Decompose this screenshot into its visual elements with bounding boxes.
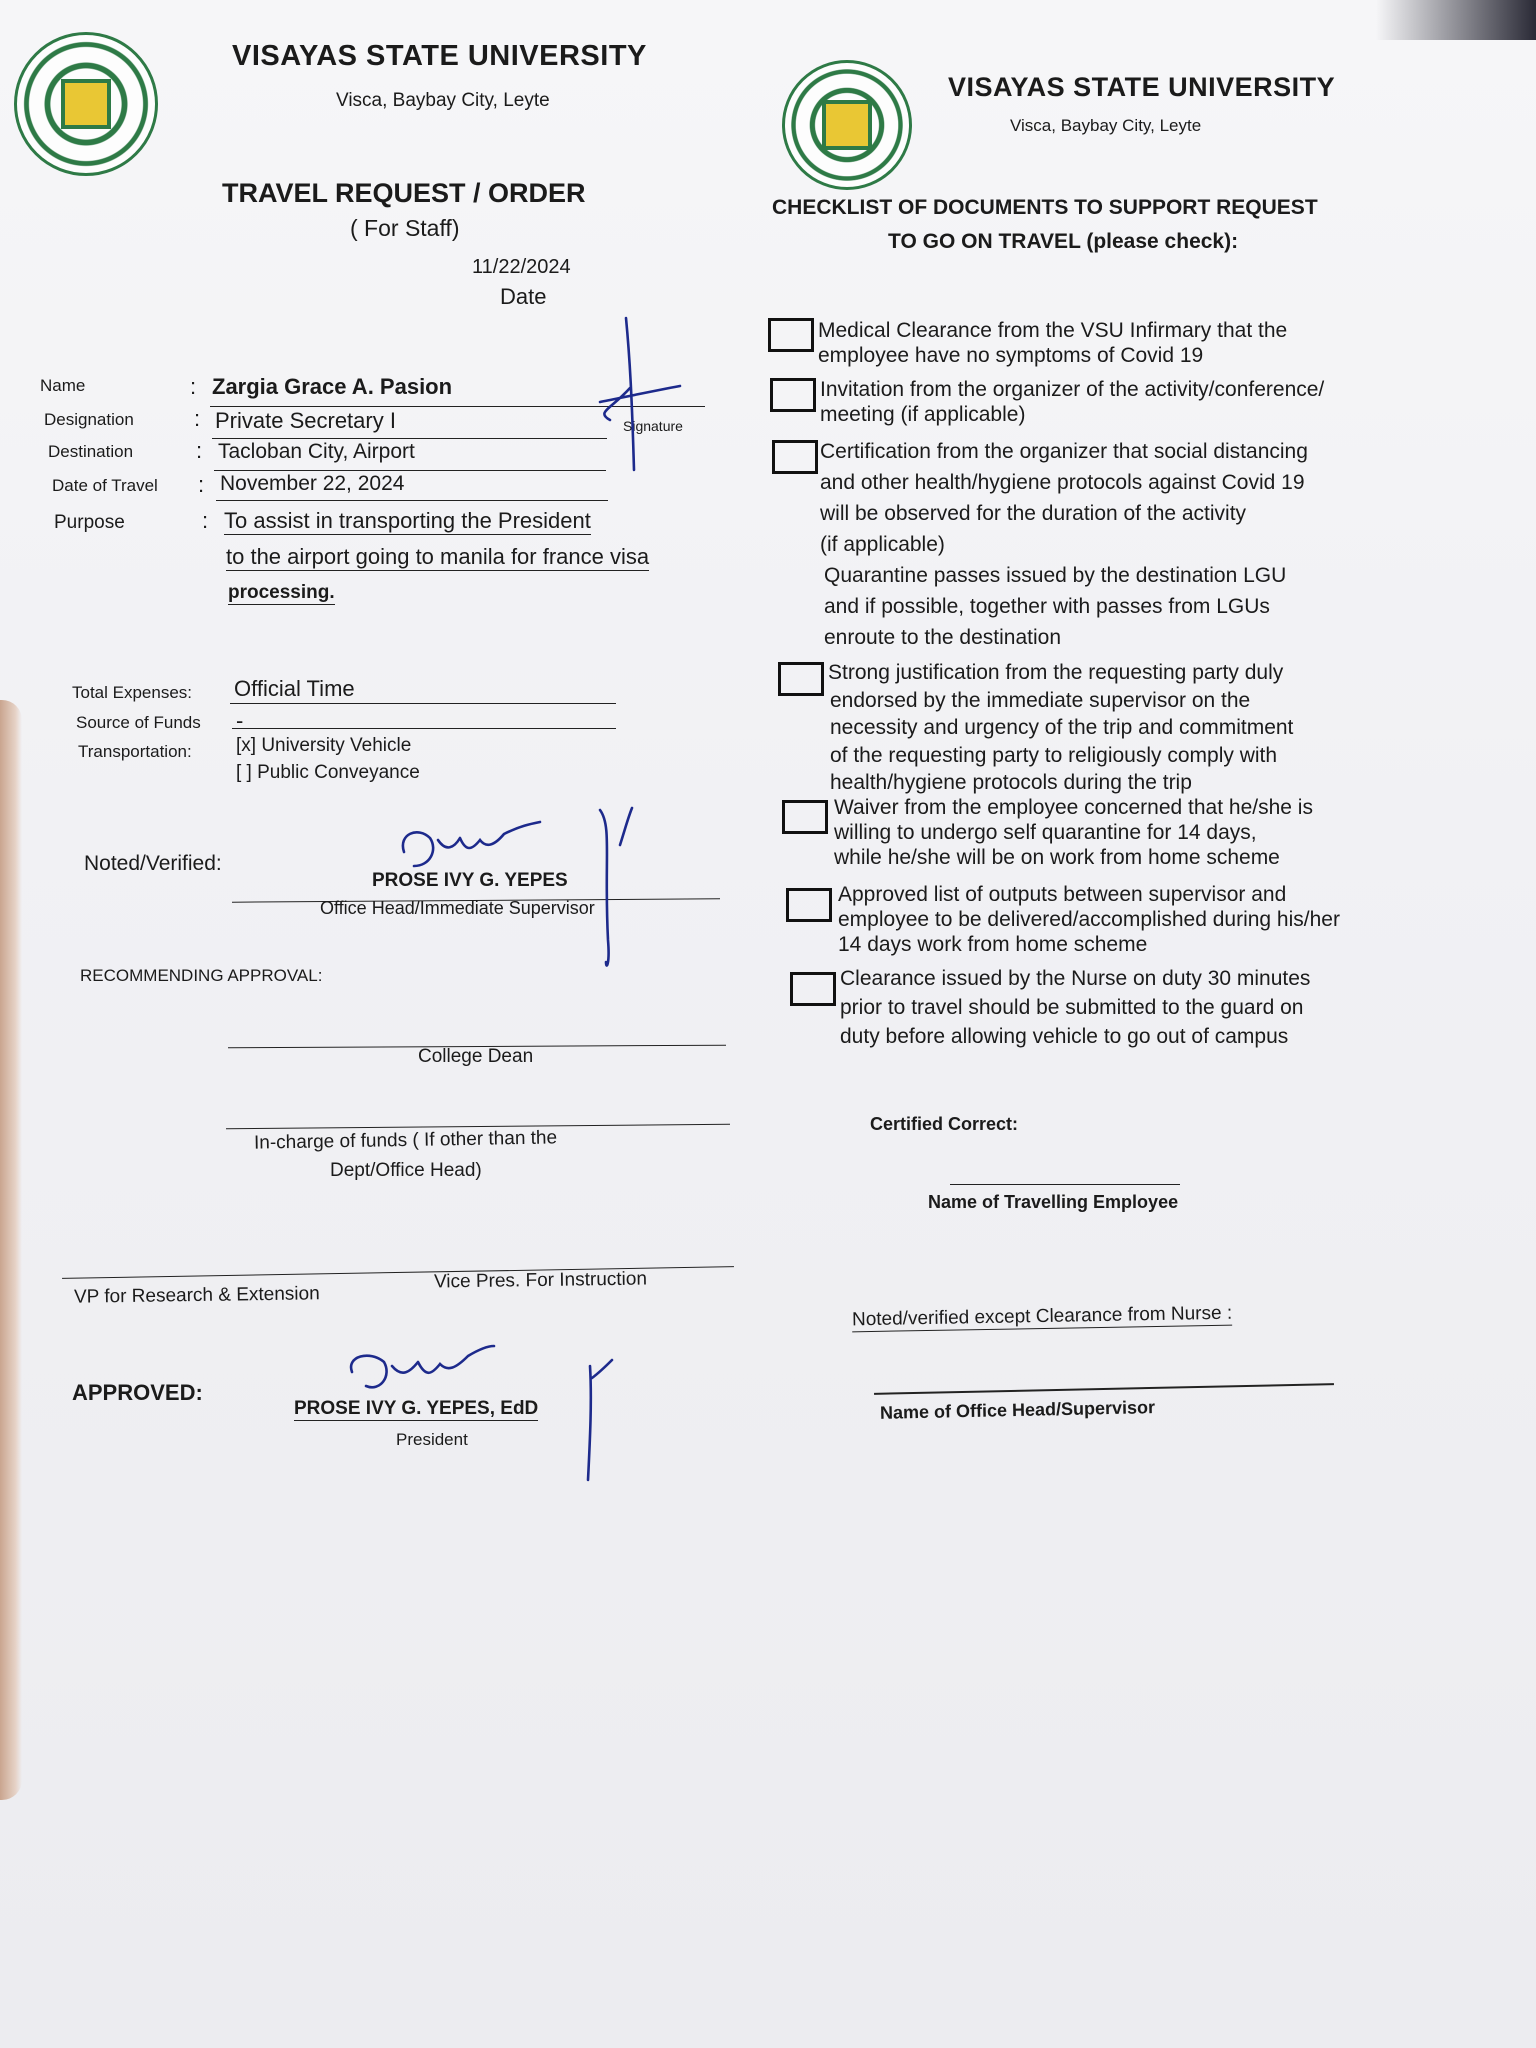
checklist-item-5-line-2: willing to undergo self quarantine for 14 days, [834,821,1257,844]
seal-emblem-icon [822,100,872,150]
noted-signatory-name: PROSE IVY G. YEPES [372,870,568,891]
employee-signature [600,318,680,470]
certified-correct-label: Certified Correct: [870,1114,1019,1134]
destination-label: Destination [48,442,134,461]
checklist-item-2-line-2: meeting (if applicable) [820,403,1026,426]
checklist-item-3-line-1: Certification from the organizer that social distancing [820,440,1308,463]
checkbox-certification[interactable] [772,440,818,474]
recommending-approval-label: RECOMMENDING APPROVAL: [80,966,323,985]
total-expenses-value: Official Time [234,676,355,701]
checklist-item-3 [820,436,1308,653]
checklist-item-3-line-5: Quarantine passes issued by the destination LGU [824,564,1287,587]
designation-underline [212,438,607,439]
checklist-item-6-line-2: employee to be delivered/accomplished during his/her [838,908,1340,931]
office-head-signature-line [874,1383,1334,1395]
designation-label: Designation [44,410,134,429]
transport-public-conveyance: [ ] Public Conveyance [236,762,420,783]
source-of-funds-value: - [236,708,244,733]
right-address: Visca, Baybay City, Leyte [1010,116,1202,135]
office-head-label: Name of Office Head/Supervisor [879,1397,1156,1423]
university-seal-right [782,60,912,190]
form-subtitle: ( For Staff) [350,215,460,241]
checklist-item-4-line-3: necessity and urgency of the trip and commitment [830,716,1294,739]
checklist-item-4-line-1: Strong justification from the requesting party duly [828,661,1284,684]
destination-underline [214,470,606,471]
left-address: Visca, Baybay City, Leyte [336,90,550,111]
transportation-label: Transportation: [78,742,192,761]
date-of-travel-label: Date of Travel [52,476,158,495]
checklist-item-6-line-3: 14 days work from home scheme [838,933,1148,956]
checklist-item-7 [840,964,1310,1051]
right-university-name: VISAYAS STATE UNIVERSITY [948,72,1336,102]
checklist-item-6 [838,882,1340,957]
colon: : [198,472,205,497]
checklist-title-1: CHECKLIST OF DOCUMENTS TO SUPPORT REQUEST [772,196,1318,219]
traveller-signature-line [950,1184,1180,1185]
checkbox-nurse-clearance[interactable] [790,972,836,1006]
checklist-item-2 [820,377,1324,427]
name-underline [210,406,705,407]
checkbox-justification[interactable] [778,662,824,696]
checklist-item-4-line-4: of the requesting party to religiously comply with [830,743,1278,767]
vp-instruction-label: Vice Pres. For Instruction [433,1268,648,1293]
left-university-name: VISAYAS STATE UNIVERSITY [232,40,647,72]
checklist-item-3-line-7: enroute to the destination [824,626,1062,649]
checklist-item-5-line-3: while he/she will be on work from home scheme [834,846,1280,869]
approved-label: APPROVED: [72,1380,203,1405]
checkbox-waiver[interactable] [782,800,828,834]
checklist-item-4 [828,659,1293,797]
checklist-item-4-line-2: endorsed by the immediate supervisor on the [830,688,1251,712]
transport-university-vehicle: [x] University Vehicle [236,735,412,756]
president-name: PROSE IVY G. YEPES, EdD [294,1398,539,1419]
form-title: TRAVEL REQUEST / ORDER [222,178,586,208]
checklist-item-5 [834,795,1313,870]
funds-incharge-label-1: In-charge of funds ( If other than the [253,1127,558,1154]
noted-verified-label: Noted/Verified: [84,852,222,875]
checklist-item-1 [818,318,1287,368]
designation-value: Private Secretary I [215,408,396,433]
college-dean-label: College Dean [418,1046,534,1067]
background-edge [1376,0,1536,40]
date-value: 11/22/2024 [472,256,571,278]
source-of-funds-label: Source of Funds [76,713,201,732]
checklist-title-2: TO GO ON TRAVEL (please check): [888,230,1239,253]
name-label: Name [40,376,86,395]
checkbox-invitation[interactable] [770,378,816,412]
colon: : [194,406,201,431]
name-value: Zargia Grace A. Pasion [212,374,453,399]
colon: : [190,374,197,399]
seal-emblem-icon [61,79,111,129]
colon: : [196,438,203,463]
university-seal-left [14,32,158,176]
vp-research-label: VP for Research & Extension [73,1283,320,1308]
president-title: President [396,1430,468,1449]
checklist-item-7-line-1: Clearance issued by the Nurse on duty 30 minutes [840,967,1311,990]
expenses-underline [230,703,616,704]
checklist-item-3-line-4: (if applicable) [820,533,945,556]
hand-shadow [0,700,22,1800]
date-label: Date [500,284,547,309]
noted-signatory-title: Office Head/Immediate Supervisor [320,898,595,918]
checklist-item-5-line-1: Waiver from the employee concerned that he/she is [834,796,1313,819]
signature-label: Signature [623,418,683,434]
checklist-item-4-line-5: health/hygiene protocols during the trip [830,771,1192,794]
colon: : [202,508,209,533]
checkbox-medical-clearance[interactable] [768,318,814,352]
purpose-line-2: to the airport going to manila for france visa [226,544,650,569]
checklist-item-3-line-6: and if possible, together with passes from LGUs [824,595,1270,618]
checklist-item-1-line-1: Medical Clearance from the VSU Infirmary that the [818,319,1288,342]
checklist-item-6-line-1: Approved list of outputs between supervisor and [838,883,1287,906]
purpose-line-1: To assist in transporting the President [224,508,591,533]
checklist-item-2-line-1: Invitation from the organizer of the activity/conference/ [820,378,1325,401]
purpose-line-3: processing. [228,582,335,603]
checkbox-approved-outputs[interactable] [786,888,832,922]
checklist-item-7-line-3: duty before allowing vehicle to go out of campus [840,1025,1289,1048]
destination-value: Tacloban City, Airport [218,440,415,463]
checklist-item-3-line-3: will be observed for the duration of the activity [820,502,1247,525]
checklist-item-1-line-2: employee have no symptoms of Covid 19 [818,344,1204,367]
travelling-employee-label: Name of Travelling Employee [928,1192,1179,1212]
checklist-item-7-line-2: prior to travel should be submitted to the guard on [840,996,1304,1019]
date-of-travel-value: November 22, 2024 [220,472,405,495]
date-of-travel-underline [216,500,608,501]
total-expenses-label: Total Expenses: [72,683,193,702]
noted-except-nurse-label: Noted/verified except Clearance from Nurse : [851,1302,1233,1331]
checklist-item-3-line-2: and other health/hygiene protocols against Covid 19 [820,471,1305,494]
funds-underline [232,728,616,729]
funds-incharge-label-2: Dept/Office Head) [330,1160,482,1181]
purpose-label: Purpose [54,512,125,533]
